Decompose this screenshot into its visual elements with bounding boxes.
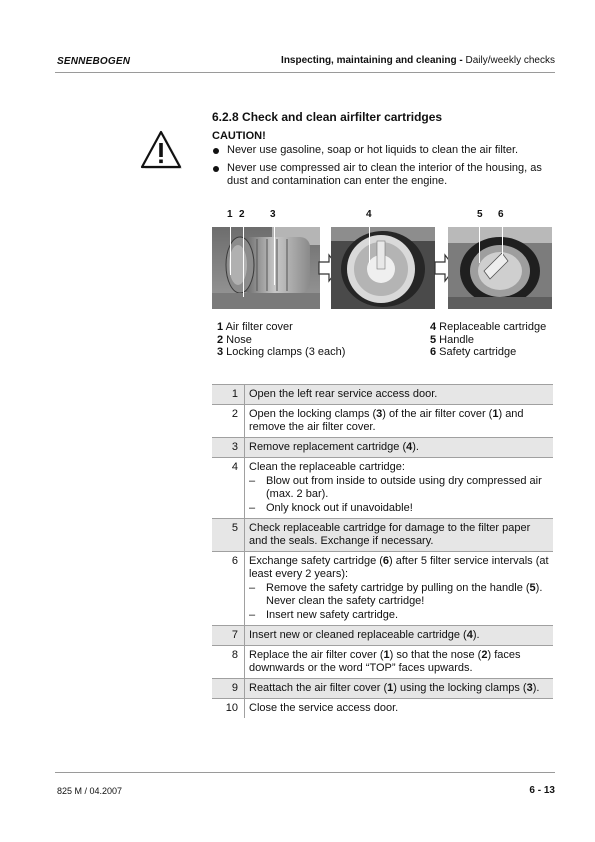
callout-leader: [243, 227, 244, 297]
step-text: Clean the replaceable cartridge: – Blow out from inside to outside using dry compressed air (max. 2 bar). – Only knock out if unavoidable!: [245, 458, 554, 519]
step-number: 3: [212, 438, 245, 458]
footer-divider: [55, 772, 555, 773]
step-number: 6: [212, 552, 245, 626]
step-text: Reattach the air filter cover (1) using the locking clamps (3).: [245, 679, 554, 699]
warning-triangle-icon: [140, 130, 182, 170]
dash-icon: –: [249, 582, 256, 594]
section-title: 6.2.8 Check and clean airfilter cartridges: [212, 110, 443, 124]
step-text: Remove replacement cartridge (4).: [245, 438, 554, 458]
figure-legend-left: [217, 321, 417, 359]
brand-logo: SENNEBOGEN: [57, 56, 131, 67]
figure-legend-right: [430, 321, 555, 359]
step-number: 5: [212, 519, 245, 552]
step-subitem: – Blow out from inside to outside using dry compressed air (max. 2 bar).: [249, 475, 542, 500]
legend-item: 1 Air filter cover: [217, 321, 293, 333]
callout-leader: [479, 227, 480, 263]
step-number: 10: [212, 699, 245, 719]
callout-5: 5: [477, 209, 483, 220]
callout-leader: [230, 227, 231, 275]
header-divider: [55, 72, 555, 73]
step-row: [212, 458, 553, 519]
step-number: 8: [212, 646, 245, 679]
step-text: Open the left rear service access door.: [245, 385, 554, 405]
caution-item: Never use compressed air to clean the interior of the housing, as dust and contamination can enter the engine.: [212, 162, 552, 188]
step-subitem: – Insert new safety cartridge.: [249, 609, 399, 621]
air-filter-cover-image: [212, 227, 320, 309]
step-text: Check replaceable cartridge for damage to the filter paper and the seals. Exchange if necessary.: [245, 519, 554, 552]
callout-leader: [274, 227, 275, 285]
step-row: [212, 679, 553, 699]
photo-replaceable-cartridge: [331, 227, 435, 309]
step-number: 2: [212, 405, 245, 438]
step-text: Open the locking clamps (3) of the air filter cover (1) and remove the air filter cover.: [249, 408, 524, 433]
step-row: [212, 626, 553, 646]
page-number: 6 - 13: [529, 785, 555, 796]
dash-icon: –: [249, 475, 256, 487]
document-id: 825 M / 04.2007: [57, 786, 123, 796]
callout-4: 4: [366, 209, 372, 220]
callout-2: 2: [239, 209, 245, 220]
bullet-icon: [213, 148, 219, 154]
callout-1: 1: [227, 209, 233, 220]
step-row: [212, 699, 553, 719]
step-row: [212, 385, 553, 405]
step-text: Exchange safety cartridge (6) after 5 filter service intervals (at least every 2 years): – Remove the safety cartridge by pulling on the handle (5). Never clean the safety cartridge! – Insert new safety cartridge.: [249, 555, 549, 621]
step-text: Close the service access door.: [249, 702, 399, 714]
step-number: 1: [212, 385, 245, 405]
procedure-steps-table: [212, 384, 553, 718]
dash-icon: –: [249, 502, 256, 514]
bullet-icon: [213, 166, 219, 172]
step-text: Replace the air filter cover (1) so that the nose (2) faces downwards or the word “TOP” faces upwards.: [249, 649, 521, 674]
safety-cartridge-image: [448, 227, 552, 309]
callout-6: 6: [498, 209, 504, 220]
legend-item: 5 Handle: [430, 333, 475, 346]
step-row: [212, 438, 553, 458]
step-number: 7: [212, 626, 245, 646]
photo-safety-cartridge: [448, 227, 552, 309]
step-row: [212, 646, 553, 679]
legend-item: 3 Locking clamps (3 each): [217, 346, 346, 358]
caution-item: Never use gasoline, soap or hot liquids to clean the air filter.: [212, 144, 552, 157]
caution-label: CAUTION!: [212, 130, 266, 142]
callout-3: 3: [270, 209, 276, 220]
header-title-chapter: Inspecting, maintaining and cleaning -: [281, 55, 466, 66]
legend-item: 6 Safety cartridge: [430, 346, 517, 358]
legend-item: 2 Nose: [217, 333, 252, 346]
callout-leader: [369, 227, 370, 263]
legend-item: 4 Replaceable cartridge: [430, 321, 547, 333]
step-row: [212, 519, 553, 552]
callout-leader: [502, 227, 503, 255]
step-row: [212, 552, 553, 626]
replaceable-cartridge-image: [331, 227, 435, 309]
header-title-subchapter: Daily/weekly checks: [465, 55, 555, 66]
caution-list: [212, 144, 552, 193]
step-number: 4: [212, 458, 245, 519]
step-row: [212, 405, 553, 438]
step-number: 9: [212, 679, 245, 699]
dash-icon: –: [249, 609, 256, 621]
photo-air-filter-cover: [212, 227, 320, 309]
step-subitem: – Only knock out if unavoidable!: [249, 502, 413, 514]
step-subitem: – Remove the safety cartridge by pulling on the handle (5). Never clean the safety cartridge!: [249, 582, 543, 607]
step-text: Insert new or cleaned replaceable cartridge (4).: [245, 626, 554, 646]
header-title: [281, 55, 555, 66]
